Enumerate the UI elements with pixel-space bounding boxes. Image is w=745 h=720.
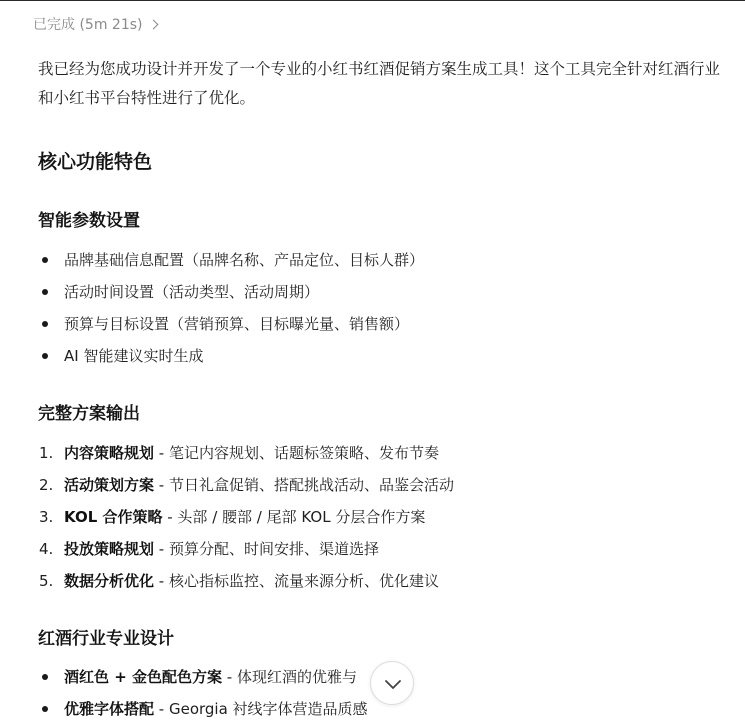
list-item [38,533,728,565]
chevron-right-icon [149,20,159,30]
assistant-message [38,55,728,718]
subheading-wine-design: 红酒行业专业设计 [38,629,174,649]
item-title: 数据分析优化 [64,572,155,590]
item-description: - 节日礼盒促销、搭配挑战活动、品鉴会活动 [154,476,454,494]
list-item [38,469,728,501]
list-number: 2. [39,476,54,494]
list-item: AI 智能建议实时生成 [38,340,728,372]
chevron-down-icon [384,677,402,691]
list-item [38,437,728,469]
item-description: - 体现红酒的优雅与 [222,668,357,686]
smart-params-list [38,244,728,372]
list-item [38,501,728,533]
list-item: 预算与目标设置（营销预算、目标曝光量、销售额） [38,308,728,340]
item-title: 优雅字体搭配 [64,700,155,718]
item-description: - 核心指标监控、流量来源分析、优化建议 [154,572,439,590]
item-title: 投放策略规划 [64,540,155,558]
item-title: KOL 合作策略 [64,508,163,526]
item-description: - 笔记内容规划、话题标签策略、发布节奏 [154,444,439,462]
list-number: 3. [39,508,54,526]
subheading-smart-params: 智能参数设置 [38,211,140,231]
intro-paragraph: 我已经为您成功设计并开发了一个专业的小红书红酒促销方案生成工具！这个工具完全针对红酒行业和小红书平台特性进行了优化。 [38,60,721,107]
list-item: 品牌基础信息配置（品牌名称、产品定位、目标人群） [38,244,728,276]
list-number: 5. [39,572,54,590]
section-heading-core-features: 核心功能特色 [38,151,153,173]
item-description: - 头部 / 腰部 / 尾部 KOL 分层合作方案 [162,508,426,526]
item-description: - 预算分配、时间安排、渠道选择 [154,540,379,558]
list-number: 1. [39,444,54,462]
item-title: 酒红色 + 金色配色方案 [64,668,223,686]
item-title: 活动策划方案 [64,476,155,494]
list-item [38,565,728,597]
full-output-list [38,437,728,597]
subheading-full-output: 完整方案输出 [38,404,140,424]
list-item: 活动时间设置（活动类型、活动周期） [38,276,728,308]
completion-status-toggle[interactable] [33,14,157,34]
completion-status-label: 已完成 (5m 21s) [33,17,143,33]
scroll-to-bottom-button[interactable] [370,661,414,705]
item-title: 内容策略规划 [64,444,155,462]
item-description: - Georgia 衬线字体营造品质感 [154,700,368,718]
list-number: 4. [39,540,54,558]
